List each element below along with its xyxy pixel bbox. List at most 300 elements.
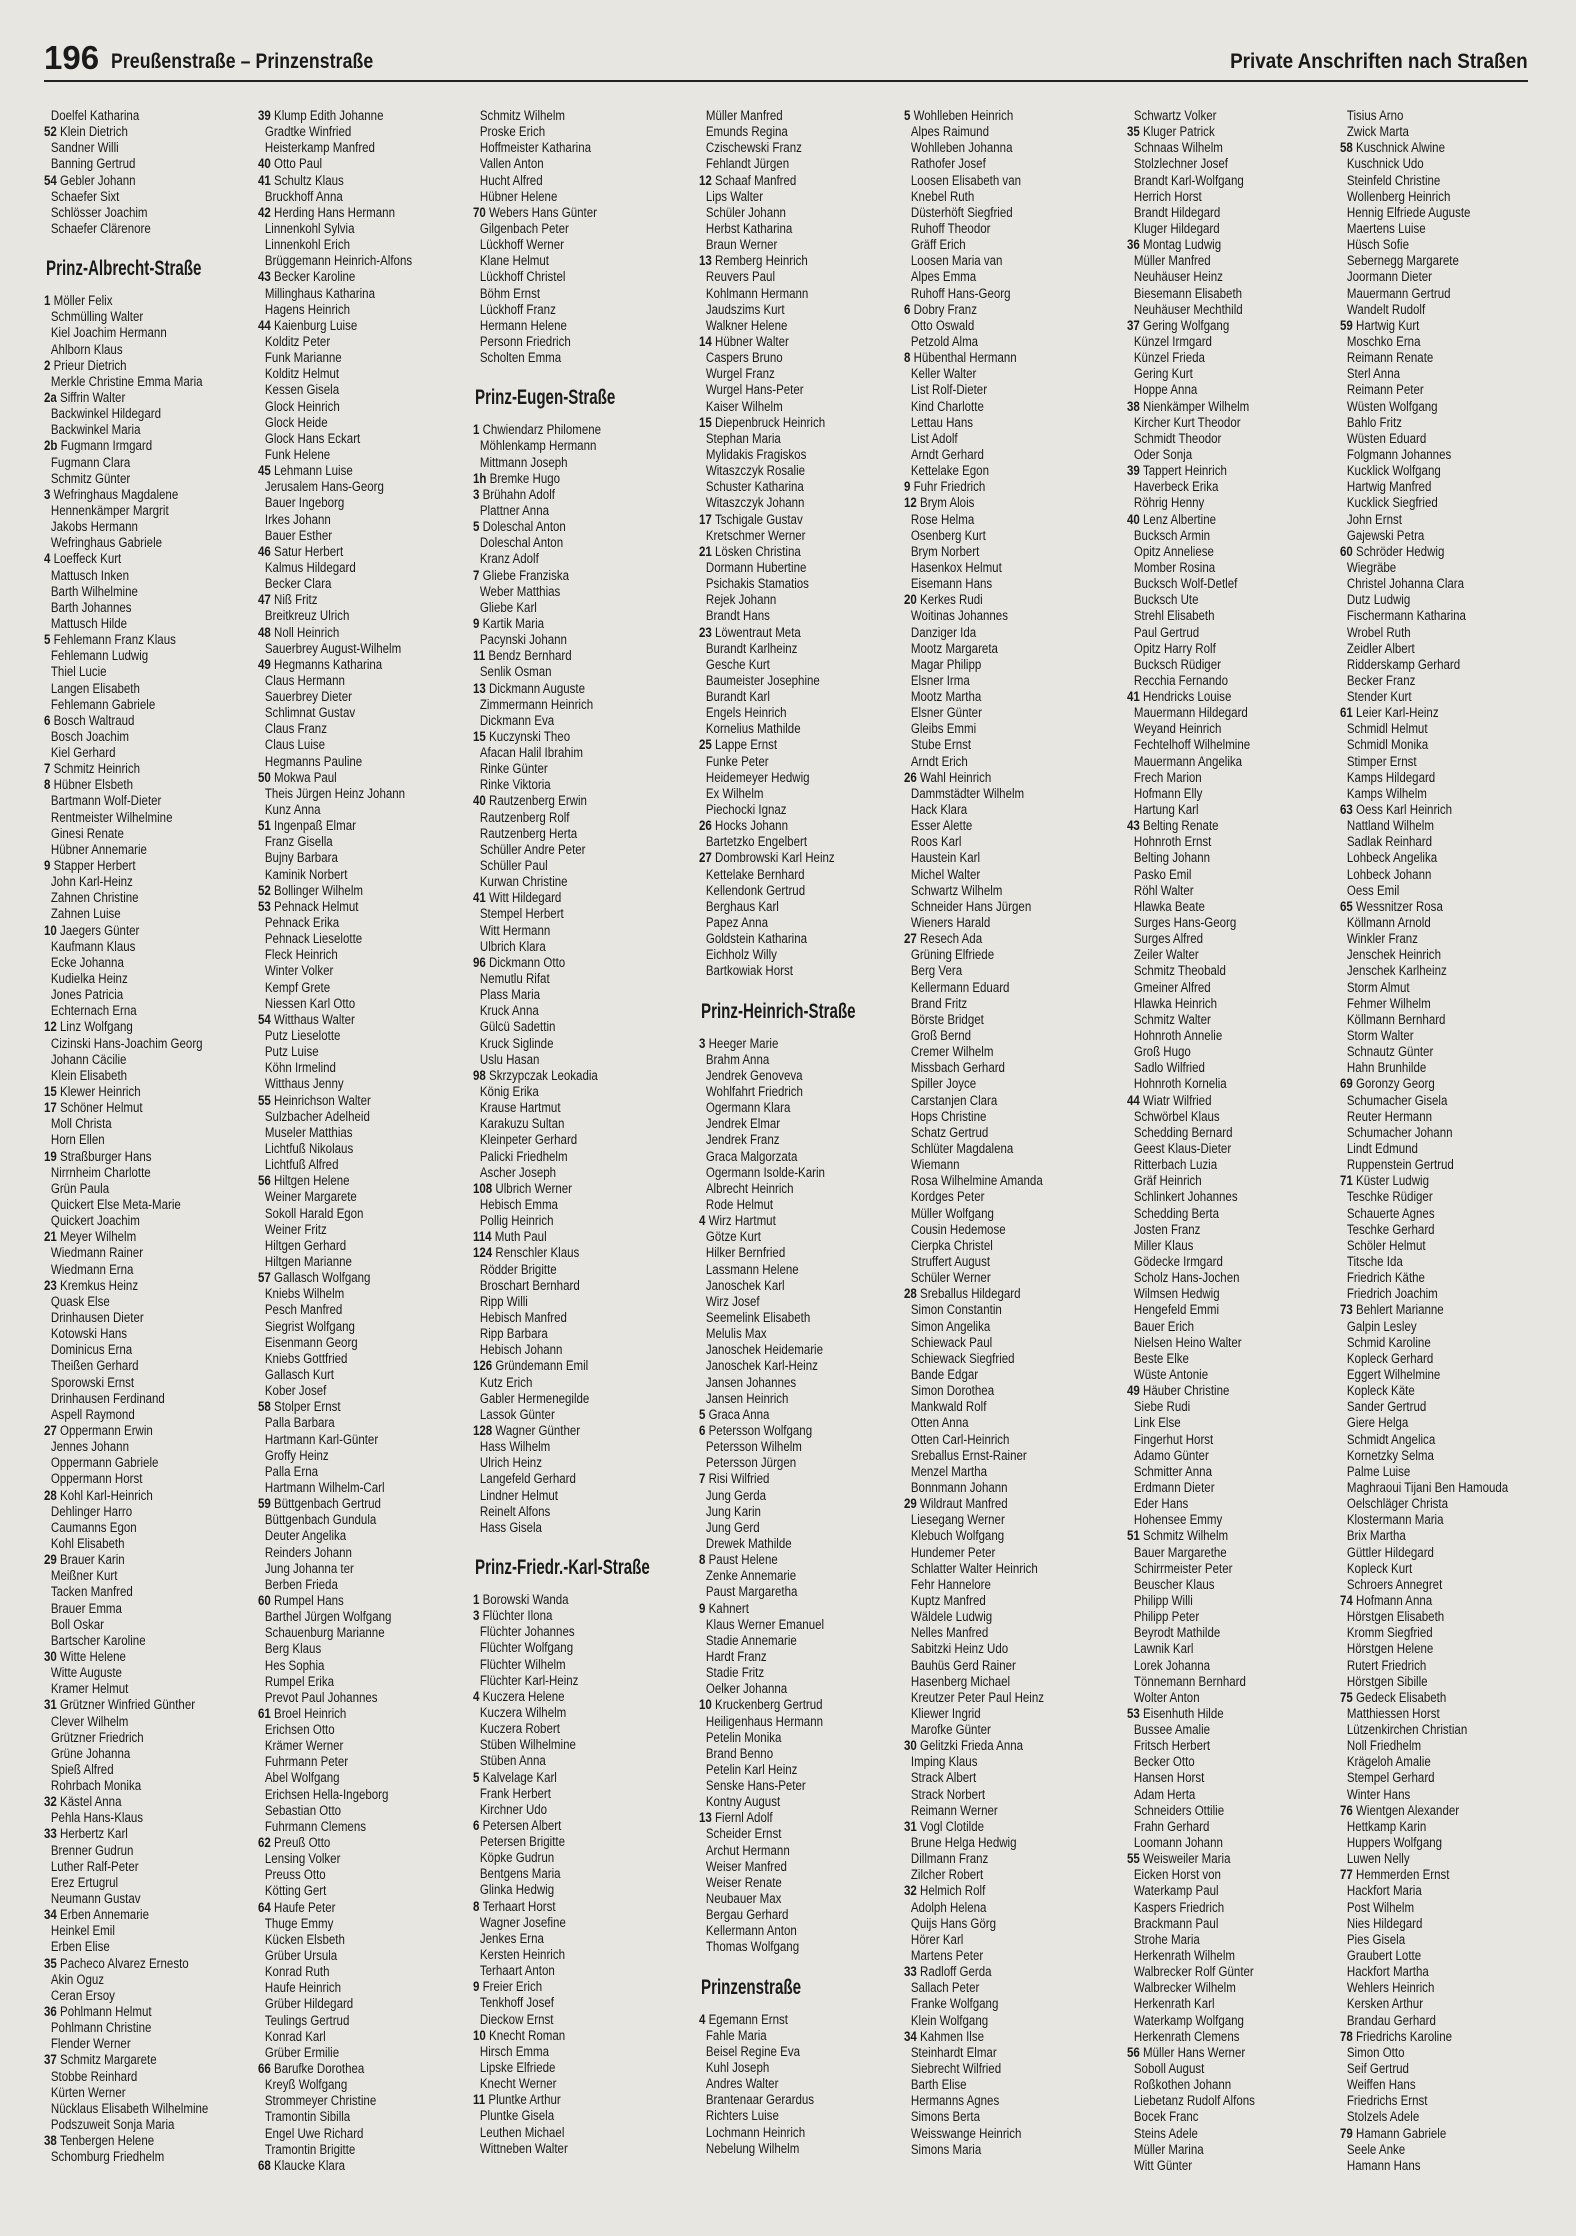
resident-name: Spieß Alfred (50, 1761, 114, 1777)
resident-name: Bergau Gerhard (705, 1907, 789, 1923)
resident-entry (1127, 1464, 1340, 1480)
resident-entry (1340, 1173, 1546, 1189)
house-number: 19 (44, 1148, 61, 1164)
resident-entry (699, 721, 912, 737)
resident-entry (699, 1617, 912, 1633)
resident-name: Petersson Wolfgang (708, 1422, 813, 1438)
resident-entry (699, 1229, 912, 1245)
resident-entry (44, 745, 257, 761)
resident-name: Friedrich Joachim (1346, 1286, 1438, 1302)
resident-name: Schmidt Angelica (1346, 1431, 1436, 1447)
resident-name: Risi Wilfried (708, 1471, 770, 1487)
resident-name: Huppers Wolfgang (1346, 1835, 1443, 1851)
resident-entry (699, 2028, 912, 2044)
resident-entry (699, 1697, 905, 1713)
house-number: 12 (699, 172, 716, 188)
resident-entry (473, 1019, 686, 1035)
resident-entry (473, 1052, 686, 1068)
resident-entry (44, 842, 257, 858)
resident-entry (699, 431, 912, 447)
resident-name: Broel Heinrich (274, 1705, 347, 1721)
resident-entry (258, 883, 464, 899)
resident-name: Schneiders Ottilie (1133, 1802, 1225, 1818)
resident-entry (699, 2044, 912, 2060)
resident-entry (699, 608, 912, 624)
resident-entry (258, 447, 471, 463)
resident-entry (1127, 205, 1340, 221)
resident-entry (258, 1189, 471, 1205)
resident-name: Kuhl Joseph (705, 2060, 770, 2076)
resident-name: Barth Elise (910, 2077, 967, 2093)
resident-entry (44, 1342, 257, 1358)
resident-name: Müller Manfred (705, 108, 783, 123)
resident-name: Sadlak Reinhard (1346, 834, 1433, 850)
resident-name: Kuczera Wilhelm (479, 1704, 567, 1720)
resident-name: Claus Luise (264, 737, 326, 753)
house-number: 14 (699, 333, 716, 349)
resident-name: Oelker Johanna (705, 1681, 788, 1697)
resident-entry (44, 939, 257, 955)
resident-entry (904, 2061, 1117, 2077)
resident-entry (904, 237, 1117, 253)
house-number: 8 (473, 1898, 483, 1914)
resident-name: Niessen Karl Otto (264, 995, 356, 1011)
resident-name: Kluger Hildegard (1133, 220, 1220, 236)
resident-name: Ingenpaß Elmar (274, 818, 356, 834)
resident-name: Hass Wilhelm (479, 1439, 551, 1455)
house-number: 4 (473, 1688, 483, 1704)
resident-entry (44, 140, 257, 156)
resident-entry (473, 568, 679, 584)
resident-name: Schuster Katharina (705, 479, 804, 495)
resident-name: Flüchter Wilhelm (479, 1656, 566, 1672)
resident-name: Braun Werner (705, 237, 778, 253)
house-number: 11 (473, 648, 489, 664)
resident-entry (473, 1229, 679, 1245)
resident-name: Schaaf Manfred (715, 172, 797, 188)
resident-name: Winter Hans (1346, 1786, 1411, 1802)
resident-name: Hendricks Louise (1143, 689, 1232, 705)
resident-name: Hackfort Maria (1346, 1883, 1422, 1899)
resident-name: Kopleck Gerhard (1346, 1350, 1434, 1366)
resident-name: Dillmann Franz (910, 1851, 989, 1867)
resident-name: Hohnroth Kornelia (1133, 1076, 1227, 1092)
resident-name: Kliewer Ingrid (910, 1705, 981, 1721)
resident-entry (44, 1714, 257, 1730)
resident-entry (1340, 1980, 1553, 1996)
resident-entry (258, 1770, 471, 1786)
resident-entry (904, 592, 1110, 608)
resident-entry (44, 616, 257, 632)
resident-name: Kunz Anna (264, 802, 321, 818)
house-number: 62 (258, 1835, 275, 1851)
resident-name: Lohbeck Johann (1346, 866, 1432, 882)
resident-name: Beuscher Klaus (1133, 1576, 1215, 1592)
resident-name: Schmitz Günter (50, 470, 131, 486)
resident-name: Bosch Waltraud (53, 712, 135, 728)
resident-name: Schauerte Agnes (1346, 1205, 1435, 1221)
resident-name: Bartmann Wolf-Dieter (50, 793, 162, 809)
resident-name: Breitkreuz Ulrich (264, 608, 350, 624)
resident-entry (1127, 1754, 1340, 1770)
resident-name: Sabitzki Heinz Udo (910, 1641, 1009, 1657)
resident-entry (1127, 1819, 1340, 1835)
resident-name: Klaucke Klara (274, 2157, 346, 2173)
house-number: 1 (473, 422, 483, 438)
resident-name: Klump Edith Johanne (274, 108, 384, 123)
resident-name: Hübenthal Hermann (913, 350, 1017, 366)
resident-entry (44, 1536, 257, 1552)
resident-name: Ecke Johanna (50, 954, 124, 970)
resident-name: Senlik Osman (479, 664, 552, 680)
resident-entry (258, 850, 471, 866)
resident-name: Momber Rosina (1133, 559, 1216, 575)
resident-entry (44, 1504, 257, 1520)
resident-entry (904, 253, 1117, 269)
resident-name: Friedrichs Karoline (1356, 2028, 1453, 2044)
resident-name: Ascher Joseph (479, 1164, 557, 1180)
resident-name: Gebler Johann (60, 172, 136, 188)
resident-entry (1127, 1028, 1340, 1044)
house-number: 13 (699, 1810, 716, 1826)
resident-entry (1127, 576, 1340, 592)
resident-name: Bollinger Wilhelm (274, 882, 363, 898)
resident-name: Rentmeister Wilhelmine (50, 809, 173, 825)
resident-name: Groß Bernd (910, 1028, 972, 1044)
resident-entry (258, 1399, 464, 1415)
resident-name: Kerkes Rudi (920, 592, 983, 608)
resident-entry (258, 608, 471, 624)
resident-name: Schomburg Friedhelm (50, 2149, 165, 2165)
resident-entry (473, 519, 679, 535)
resident-entry (904, 2126, 1117, 2142)
resident-entry (1340, 1883, 1553, 1899)
resident-name: Klane Helmut (479, 253, 550, 269)
resident-name: Kopleck Kurt (1346, 1560, 1413, 1576)
resident-entry (258, 1222, 471, 1238)
resident-entry (904, 1496, 1110, 1512)
resident-name: Roßkothen Johann (1133, 2077, 1232, 2093)
resident-name: Köhn Irmelind (264, 1060, 336, 1076)
resident-entry (44, 1939, 257, 1955)
resident-entry (699, 2076, 912, 2092)
resident-entry (699, 2060, 912, 2076)
resident-entry (1127, 1932, 1340, 1948)
resident-name: Emunds Regina (705, 124, 788, 140)
resident-entry (473, 1165, 686, 1181)
resident-entry (258, 302, 471, 318)
resident-entry (904, 463, 1117, 479)
resident-name: Köllmann Bernhard (1346, 1011, 1446, 1027)
resident-entry (1340, 818, 1553, 834)
resident-entry (1127, 802, 1340, 818)
resident-name: Schedding Bernard (1133, 1124, 1233, 1140)
resident-name: Bauer Esther (264, 527, 333, 543)
resident-entry (44, 1068, 257, 1084)
resident-name: Hofmann Anna (1356, 1592, 1433, 1608)
resident-entry (904, 1867, 1117, 1883)
resident-entry (44, 1891, 257, 1907)
resident-name: Herkenrath Wilhelm (1133, 1948, 1235, 1964)
resident-entry (44, 793, 257, 809)
resident-entry (699, 399, 912, 415)
resident-entry (699, 754, 912, 770)
resident-entry (473, 1132, 686, 1148)
resident-name: Hlawka Heinrich (1133, 995, 1218, 1011)
resident-entry (258, 1044, 471, 1060)
resident-name: Lawnik Karl (1133, 1641, 1194, 1657)
resident-name: Jung Gerda (705, 1487, 767, 1503)
resident-name: Tenbergen Helene (60, 2133, 155, 2149)
resident-entry (473, 108, 686, 124)
resident-entry (1340, 318, 1546, 334)
resident-entry (1340, 205, 1553, 221)
house-number: 40 (473, 793, 490, 809)
resident-entry (1127, 1545, 1340, 1561)
resident-entry (44, 971, 257, 987)
resident-entry (473, 826, 686, 842)
resident-name: Becker Franz (1346, 672, 1416, 688)
resident-name: Flüchter Ilona (482, 1608, 553, 1624)
resident-name: Kudielka Heinz (50, 971, 128, 987)
resident-name: Witaszczyk Johann (705, 495, 805, 511)
house-number: 1h (473, 470, 490, 486)
resident-name: Stüben Anna (479, 1753, 546, 1769)
resident-entry (699, 625, 905, 641)
resident-name: Becker Clara (264, 576, 332, 592)
resident-name: Wollenberg Heinrich (1346, 188, 1451, 204)
resident-name: Stempel Herbert (479, 906, 564, 922)
house-number: 96 (473, 954, 490, 970)
resident-name: Fehlemann Ludwig (50, 648, 149, 664)
resident-entry (1127, 1206, 1340, 1222)
resident-entry (1340, 560, 1553, 576)
resident-entry (1340, 366, 1553, 382)
resident-entry (699, 560, 912, 576)
resident-entry (1127, 1867, 1340, 1883)
resident-entry (1340, 140, 1546, 156)
resident-name: Ruhoff Hans-Georg (910, 285, 1011, 301)
resident-name: Lassmann Helene (705, 1261, 799, 1277)
resident-name: Jaegers Günter (60, 922, 140, 938)
resident-name: Surges Hans-Georg (1133, 915, 1237, 931)
resident-entry (1127, 883, 1340, 899)
resident-name: Hiltgen Gerhard (264, 1237, 347, 1253)
resident-entry (258, 1367, 471, 1383)
resident-name: Bujny Barbara (264, 850, 338, 866)
resident-entry (1340, 1286, 1553, 1302)
resident-name: Schüller Andre Peter (479, 841, 586, 857)
resident-name: Schauenburg Marianne (264, 1625, 385, 1641)
resident-name: Becker Karoline (274, 269, 356, 285)
resident-name: Gliebe Franziska (482, 567, 570, 583)
house-number: 7 (473, 567, 483, 583)
resident-entry (1127, 415, 1340, 431)
resident-entry (1127, 1173, 1340, 1189)
resident-name: Waterkamp Paul (1133, 1883, 1219, 1899)
resident-name: Bucksch Wolf-Detlef (1133, 576, 1238, 592)
resident-entry (1340, 2061, 1553, 2077)
resident-entry (1127, 1012, 1340, 1028)
resident-name: Brandt Karl-Wolfgang (1133, 172, 1244, 188)
resident-name: Bremke Hugo (489, 470, 561, 486)
resident-entry (258, 512, 471, 528)
resident-name: Barth Johannes (50, 599, 132, 615)
resident-entry (1340, 850, 1553, 866)
resident-name: Hübner Helene (479, 188, 558, 204)
resident-name: Hasenberg Michael (910, 1673, 1011, 1689)
resident-entry (1340, 237, 1553, 253)
resident-name: Palla Barbara (264, 1415, 335, 1431)
resident-name: Aspell Raymond (50, 1406, 135, 1422)
resident-name: Eisemann Hans (910, 576, 993, 592)
resident-name: Wildraut Manfred (920, 1496, 1008, 1512)
resident-entry (699, 1116, 912, 1132)
resident-entry (1127, 1528, 1333, 1544)
resident-name: Oppermann Erwin (60, 1422, 153, 1438)
resident-entry (44, 584, 257, 600)
house-number: 4 (699, 2011, 709, 2027)
resident-name: Krause Hartmut (479, 1100, 561, 1116)
resident-name: Stüben Wilhelmine (479, 1737, 576, 1753)
resident-entry (473, 632, 686, 648)
resident-name: Burandt Karl (705, 689, 770, 705)
resident-entry (44, 2117, 257, 2133)
resident-name: Büttgenbach Gertrud (274, 1496, 381, 1512)
resident-name: Barufke Dorothea (274, 2061, 365, 2077)
resident-entry (1340, 1496, 1553, 1512)
house-number: 3 (473, 486, 483, 502)
resident-name: Schröder Hedwig (1356, 543, 1445, 559)
resident-entry (699, 1843, 912, 1859)
resident-entry (1340, 1819, 1553, 1835)
resident-name: Kettelake Egon (910, 463, 989, 479)
resident-entry (44, 1762, 257, 1778)
resident-entry (44, 858, 250, 874)
resident-entry (1127, 1109, 1340, 1125)
resident-name: Reuvers Paul (705, 269, 776, 285)
resident-name: Psichakis Stamatios (705, 576, 809, 592)
resident-name: Engel Uwe Richard (264, 2125, 364, 2141)
house-number: 5 (473, 519, 483, 535)
resident-entry (1127, 431, 1340, 447)
resident-name: Petersen Brigitte (479, 1834, 566, 1850)
resident-entry (1127, 350, 1340, 366)
resident-name: Ulrich Heinz (479, 1455, 542, 1471)
resident-name: Schwartz Volker (1133, 108, 1217, 123)
resident-entry (699, 1132, 912, 1148)
resident-entry (44, 205, 257, 221)
resident-entry (699, 140, 912, 156)
resident-entry (258, 1593, 464, 1609)
resident-entry (904, 754, 1117, 770)
resident-entry (904, 1722, 1117, 1738)
resident-entry (904, 495, 1110, 511)
resident-entry (904, 1125, 1117, 1141)
resident-entry (44, 1165, 257, 1181)
resident-name: Flüchter Wolfgang (479, 1640, 574, 1656)
resident-entry (473, 455, 686, 471)
resident-entry (258, 1916, 471, 1932)
resident-name: Herbst Katharina (705, 220, 793, 236)
resident-entry (1340, 528, 1553, 544)
resident-entry (1127, 996, 1340, 1012)
resident-entry (1127, 947, 1340, 963)
resident-entry (473, 648, 679, 664)
resident-name: Winkler Franz (1346, 931, 1418, 947)
resident-name: Siffrin Walter (60, 389, 126, 405)
resident-name: Köpke Gudrun (479, 1850, 555, 1866)
resident-entry (1127, 1577, 1340, 1593)
resident-name: Luwen Nelly (1346, 1851, 1410, 1867)
house-number: 41 (258, 172, 275, 188)
resident-name: Röhl Walter (1133, 882, 1194, 898)
resident-name: Gabler Hermenegilde (479, 1390, 590, 1406)
resident-name: Lenz Albertine (1143, 511, 1217, 527)
resident-name: Reuter Hermann (1346, 1108, 1433, 1124)
resident-entry (258, 1109, 471, 1125)
resident-name: Karakuzu Sultan (479, 1116, 565, 1132)
resident-name: Lohbeck Angelika (1346, 850, 1438, 866)
resident-name: Brix Martha (1346, 1528, 1406, 1544)
resident-entry (699, 689, 912, 705)
resident-entry (1340, 1044, 1553, 1060)
resident-name: Renschler Klaus (495, 1245, 580, 1261)
resident-entry (258, 318, 464, 334)
resident-entry (473, 842, 686, 858)
resident-entry (699, 1439, 912, 1455)
resident-entry (473, 551, 686, 567)
resident-name: Friedrichs Ernst (1346, 2093, 1428, 2109)
resident-name: Ginesi Renate (50, 825, 124, 841)
resident-entry (1127, 2093, 1340, 2109)
resident-name: Lensing Volker (264, 1851, 341, 1867)
resident-name: Wüsten Eduard (1346, 430, 1427, 446)
resident-name: Stimper Ernst (1346, 753, 1417, 769)
resident-entry (1340, 1851, 1553, 1867)
resident-entry (1127, 786, 1340, 802)
resident-entry (1340, 1803, 1546, 1819)
resident-name: Brantenaar Gerardus (705, 2092, 815, 2108)
house-number: 9 (699, 1600, 709, 1616)
house-number: 27 (44, 1422, 61, 1438)
house-number: 59 (1340, 317, 1357, 333)
resident-entry (1340, 931, 1553, 947)
resident-name: Scholz Hans-Jochen (1133, 1270, 1240, 1286)
resident-entry (473, 697, 686, 713)
resident-entry (1340, 1641, 1553, 1657)
resident-entry (904, 1415, 1117, 1431)
resident-name: Schneider Hans Jürgen (910, 898, 1032, 914)
directory-column (904, 108, 1110, 2158)
directory-column (1127, 108, 1333, 2174)
resident-entry (1127, 286, 1340, 302)
resident-name: Nirrnheim Charlotte (50, 1164, 151, 1180)
resident-entry (699, 1891, 912, 1907)
resident-entry (44, 1584, 257, 1600)
resident-entry (1340, 1609, 1553, 1625)
resident-entry (44, 471, 257, 487)
resident-entry (258, 625, 464, 641)
resident-name: Stobbe Reinhard (50, 2068, 138, 2084)
resident-entry (44, 1972, 257, 1988)
resident-entry (904, 1399, 1117, 1415)
resident-name: Lettau Hans (910, 414, 973, 430)
resident-entry (258, 867, 471, 883)
resident-name: Skrzypczak Leokadia (489, 1067, 598, 1083)
resident-name: Grützner Friedrich (50, 1729, 144, 1745)
resident-entry (1340, 1125, 1553, 1141)
